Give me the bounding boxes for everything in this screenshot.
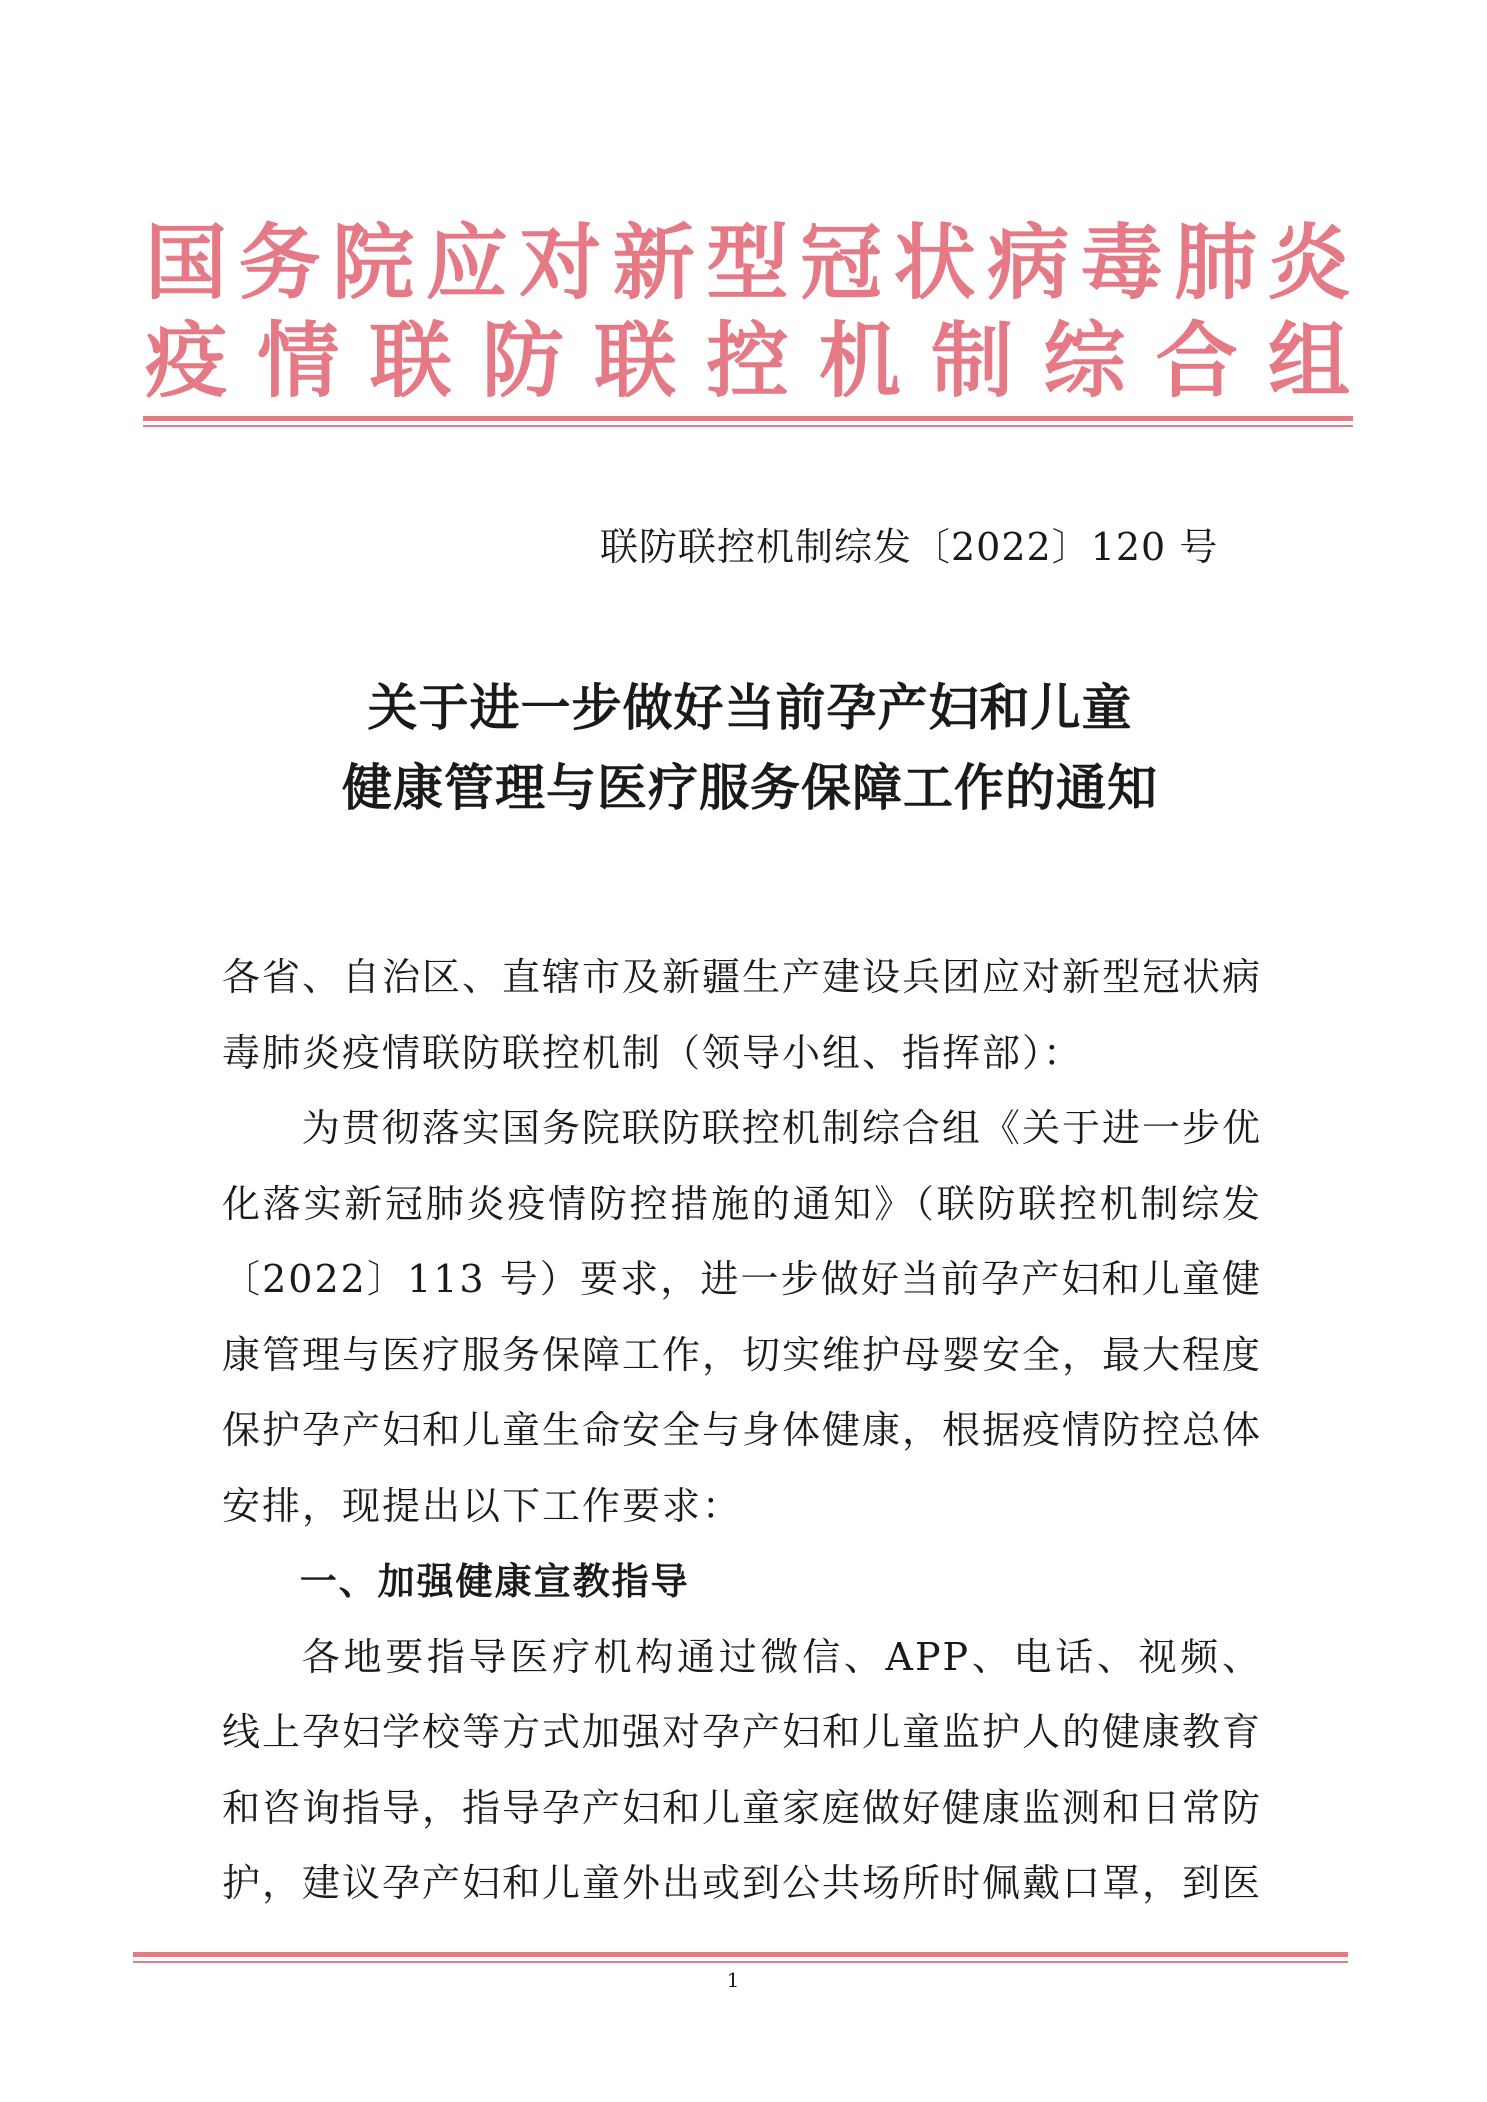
org-char: 毒 — [1080, 218, 1163, 310]
org-char: 机 — [818, 316, 901, 408]
org-char: 联 — [594, 316, 677, 408]
org-char: 制 — [931, 316, 1014, 408]
org-char: 情 — [257, 316, 340, 408]
org-char: 务 — [238, 218, 321, 310]
org-char: 国 — [145, 218, 228, 310]
intro-paragraph: 为贯彻落实国务院联防联控机制综合组《关于进一步优化落实新冠肺炎疫情防控措施的通知》（联防联控机制综发〔2022〕113 号）要求，进一步做好当前孕产妇和儿童健康管理与医疗服务保障工作，切实维护母婴安全，最大程度保护孕产妇和儿童生命安全与身体健康，根据疫情防控总体安排，现提出以下工作要求： — [222, 1106, 1263, 1528]
org-char: 合 — [1155, 316, 1238, 408]
org-char: 组 — [1267, 316, 1350, 408]
footer-red-rule-thin — [133, 1961, 1348, 1963]
issuing-organization-line-2 — [145, 316, 1350, 408]
org-char: 应 — [425, 218, 508, 310]
org-char: 炎 — [1267, 218, 1350, 310]
section-heading-1: 一、加强健康宣教指导 — [299, 1560, 690, 1603]
document-title-line-2: 健康管理与医疗服务保障工作的通知 — [342, 759, 1158, 817]
org-char: 型 — [706, 218, 789, 310]
salutation: 各省、自治区、直辖市及新疆生产建设兵团应对新型冠状病毒肺炎疫情联防联控机制（领导小组、指挥部）： — [222, 955, 1263, 1075]
page-number: 1 — [726, 1968, 740, 1992]
org-char: 防 — [481, 316, 564, 408]
org-char: 疫 — [145, 316, 228, 408]
org-char: 冠 — [800, 218, 883, 310]
section-1-paragraph: 各地要指导医疗机构通过微信、APP、电话、视频、线上孕妇学校等方式加强对孕产妇和儿童监护人的健康教育和咨询指导，指导孕产妇和儿童家庭做好健康监测和日常防护，建议孕产妇和儿童外出或到公共场所时佩戴口罩，到医 — [222, 1634, 1263, 1905]
header-red-rule-thick — [143, 416, 1353, 421]
footer-red-rule-thick — [133, 1952, 1348, 1957]
org-char: 对 — [519, 218, 602, 310]
document-title-line-1: 关于进一步做好当前孕产妇和儿童 — [367, 679, 1133, 737]
org-char: 新 — [612, 218, 695, 310]
header-red-rule-thin — [143, 425, 1353, 427]
document-number: 联防联控机制综发〔2022〕120 号 — [600, 525, 1219, 569]
org-char: 状 — [893, 218, 976, 310]
org-char: 控 — [706, 316, 789, 408]
org-char: 病 — [987, 218, 1070, 310]
org-char: 综 — [1043, 316, 1126, 408]
org-char: 院 — [332, 218, 415, 310]
org-char: 联 — [369, 316, 452, 408]
issuing-organization-line-1 — [145, 218, 1350, 310]
org-char: 肺 — [1174, 218, 1257, 310]
document-body — [222, 940, 1262, 1922]
